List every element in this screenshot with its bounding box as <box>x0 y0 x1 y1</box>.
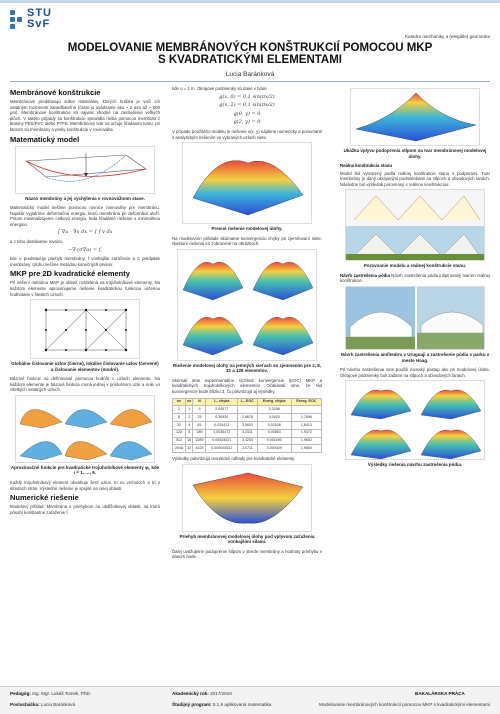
exact-solution-surface <box>182 142 312 224</box>
mesh-refinement-figure <box>177 249 317 361</box>
basis-function-surface <box>110 441 152 460</box>
poster-footer <box>0 686 500 714</box>
table-cell: 1,9800 <box>291 445 321 453</box>
paragraph: kde u = 1 m. Okrajové podmienky sú dané v tvare <box>172 86 267 91</box>
department-name: Katedra mechaniky a (elegible) geometrie <box>404 34 490 39</box>
year-label: Akademický rok: <box>172 691 209 696</box>
study-program: 5.1.9 aplikovaná matematika <box>212 702 272 707</box>
paragraph: Na modelovom príklade skúmame konvergenciu chyby pri zjemňovaní siete. Niektoré riešenia sú zobrazené na obrázkoch. <box>172 235 322 247</box>
table-cell: 32 <box>173 421 186 429</box>
student-label: Poslucháčka: <box>10 702 40 707</box>
table-row <box>173 406 322 414</box>
section-heading: Membránové konštrukcie <box>10 88 101 97</box>
equation-bc-3: g(0, y) = 0 <box>233 110 261 117</box>
author-name: Lucia Baránková <box>225 71 275 78</box>
table-cell: 81 <box>193 421 206 429</box>
table-row <box>173 437 322 445</box>
section-heading-inline: Návrh zastrešenia pódia <box>340 272 390 278</box>
table-cell: 0,0036473 <box>206 429 238 437</box>
table-cell: 2 <box>185 414 193 422</box>
table-cell: 0,000429 <box>257 445 291 453</box>
logo-text-svf: SvF <box>27 18 51 30</box>
paragraph: kde u predstavuje priehyb membrány, f vonkajšie zaťaženie a σ predpätie membrány. Úlohu riešime metódou konečných prvkov. <box>10 256 160 267</box>
academic-year: 2017/2018 <box>210 691 232 696</box>
paragraph: Matematický model riešime pomocou rovnice rovnováhy pre membránu. Najskôr vyjadríme deformačnú energiu, ktorú membrána pri deformácii uloží. Potom minimalizujeme celkovú energiu, teda hľadáme riešenie s minimálnou energiou. <box>10 205 160 227</box>
table-cell: 32 <box>185 445 193 453</box>
table-header-cell: L₂ EOC <box>238 398 258 406</box>
basis-function-surface <box>20 441 62 460</box>
figure-caption: Porovnanie modelu a reálnej konštrukcie stanu. <box>363 263 467 269</box>
section-heading-inline: Reálna konštrukcia stanu <box>340 163 393 168</box>
figure-caption: Globálne číslovanie uzlov (čierne), lokálne číslovanie uzlov (červené) a číslovanie elementov (modré). <box>11 361 159 372</box>
basis-functions-figure <box>15 395 155 463</box>
table-cell: 4225 <box>193 445 206 453</box>
paragraph: Membránové predstavujú súbor materiálov, ktorých hrúbka je voči ich ostatným rozmerom zanedbateľná (často ju uvádzame ako ~ 2 mm až ~ 500 μm). Membránové konštrukcie sú najviac vhodné na zastrešenie veľkých plôch. V takéto prípady sa konštrukcie spravidla riešia pomocou membrán z tkaniny PES/PVC alebo PTFE. Membránový tvar sa určuje hľadaním tvaru, pri ktorom sú membrány a prvky konštrukcie v rovnováhe. <box>10 99 160 132</box>
table-cell <box>238 406 258 414</box>
pedagog-name: Ing. Mgr. Lukáš Tomek, PhD. <box>32 691 92 696</box>
paragraph: Výsledky potvrdzujú teoretické odhady pre kvadratické elementy. <box>172 456 296 462</box>
figure-caption: Riešenie modelovej úlohy na jemných sieťach so zjemnením pre 2, 8, 32 a 128 elementov. <box>173 362 321 374</box>
table-cell: 0,001690 <box>257 437 291 445</box>
section-heading: Matematický model <box>10 134 80 144</box>
paragraph: Pri návrhu zastrešenia sme použili rovnaký postup ako pri modelovej úlohe. Okrajové podmienky boli zadané na stĺpoch a obvodových lanách. <box>340 367 490 378</box>
table-cell: 16 <box>185 437 193 445</box>
table-row <box>173 414 322 422</box>
table-cell: 0,0920 <box>257 414 291 422</box>
equation: ∫ ∇u · ∇v dx = ∫ f v dx <box>57 229 113 236</box>
figure-caption: Priehyb membránovej modelovej úlohy pod vplyvom zaťaženia vonkajšími silami. <box>179 533 315 545</box>
table-cell: 25 <box>193 414 206 422</box>
logo-dots-icon <box>10 10 24 30</box>
paragraph: Bázové funkcie sú definované pomocou hodnôt v uzloch elementu. Na každom elemente je bázová funkcia rovná jednej v príslušnom uzle a nule vo všetkých ostatných uzloch. <box>10 376 160 393</box>
paragraph: Ďalej uvažujeme podoprenie stĺpom v strede membrány a hodnoty priehybu v danom bode. <box>172 548 322 560</box>
paragraph: a z toho dostávame rovnicu <box>10 239 63 245</box>
table-cell: 4 <box>185 421 193 429</box>
column-middle <box>172 86 322 562</box>
table-header-row <box>173 398 322 406</box>
paragraph: Návrh zastrešenia pódia inšpirovaný tvarom reálnej konštrukcie. <box>340 272 490 284</box>
basis-function-surface <box>65 441 107 460</box>
table-cell: 1,9372 <box>291 429 321 437</box>
tent-comparison-figure <box>345 189 485 261</box>
basis-function-surface <box>20 409 62 428</box>
student-name: Lucia Baránková <box>40 702 76 707</box>
column-support-figure <box>350 88 480 146</box>
table-cell: 1 <box>185 406 193 414</box>
pedagog-label: Pedagóg: <box>10 691 31 696</box>
paragraph: Pri riešení metódou MKP je oblasť rozdelená na trojuholníkové elementy. Na každom elemente aproximujeme riešenie kvadratickou funkciou určenou hodnotami v šiestich uzloch. <box>10 280 160 297</box>
program-label: Študijný program: <box>172 702 212 707</box>
table-cell: 3,0711 <box>238 445 258 453</box>
paragraph: V prípade použitého modelu je riešenie u(x, y) nájdené numericky a porovnané s analytickým riešením vo vybraných uzloch siete. <box>172 128 323 140</box>
mesh-numbering-figure <box>30 299 140 359</box>
table-header-cell: L₂ chyba <box>206 398 238 406</box>
convergence-table <box>172 398 322 453</box>
paragraph: Každý trojuholníkový element obsahuje šesť uzlov, tri vo vrcholoch a tri v stredoch strán. Výsledné riešenie je spojité na celej oblasti. <box>10 479 160 491</box>
table-cell: 8 <box>185 429 193 437</box>
table-cell: 0,02538 <box>257 421 291 429</box>
table-cell: 3,4253 <box>238 437 258 445</box>
table-cell: 289 <box>193 429 206 437</box>
table-cell: 0,3258 <box>257 406 291 414</box>
column-right <box>340 86 490 472</box>
thesis-title: Modelovanie membránových konštrukcií pomocou MKP s kvadratickými elementami <box>319 702 490 707</box>
equation-bc-4: g(2, y) = 0 <box>233 119 261 126</box>
table-header-cell: nx <box>185 398 193 406</box>
table-cell: 3,0603 <box>238 421 258 429</box>
table-cell <box>291 406 321 414</box>
table-cell: 2,04577 <box>206 406 238 414</box>
title-divider <box>10 81 490 82</box>
stage-roof-photos <box>345 286 485 350</box>
column-left <box>10 86 160 517</box>
figure-caption: Výsledky riešenia návrhu zastrešenia pódia. <box>367 462 463 468</box>
table-cell: 1,7656 <box>291 414 321 422</box>
figure-caption: Aproximačné funkcie pre kvadratické trojuholníkové elementy φᵢ, kde i = 1, …, 6. <box>10 464 160 476</box>
roof-design-results <box>345 380 485 460</box>
university-logo <box>10 8 70 34</box>
paragraph: Skúmali sme experimentálnu rýchlosť konvergencie (EOC) MKP a kvadratických trojuholníkových elementov. Očakávali sme, že rád konvergencie bude blízko 3, čo potvrdzujú aj výsledky. <box>172 377 322 395</box>
table-header-cell: Energ. EOC <box>291 398 321 406</box>
paragraph: Modelový príklad: Membrána s priehybom na obdĺžnikovej oblasti, na ktorú pôsobí konštantné zaťaženie f. <box>10 504 160 515</box>
table-cell: 3,2311 <box>238 429 258 437</box>
table-cell: 8 <box>173 414 186 422</box>
table-cell: 2 <box>173 406 186 414</box>
table-cell: 1089 <box>193 437 206 445</box>
logo-text-stu: STU <box>27 7 52 19</box>
section-heading: MKP pre 2D kvadratické elementy <box>10 269 130 279</box>
table-cell: 0,034413 <box>206 421 238 429</box>
figure-caption: Ukážka vplyvu podoprenia stĺpom na tvar membránovej modelovej úlohy. <box>343 148 487 159</box>
figure-caption: Návrh zastrešenia amfiteátru v Uruguaji a zastrešenie pódia v parku v meste Haag. <box>340 352 490 363</box>
table-cell: 128 <box>173 429 186 437</box>
table-row <box>173 421 322 429</box>
table-header-cell: Energ. chyba <box>257 398 291 406</box>
table-cell: 9 <box>193 406 206 414</box>
poster-title-line2: S KVADRATICKÝMI ELEMENTAMI <box>158 54 342 66</box>
table-cell: 0,000040531 <box>206 445 238 453</box>
equation-bc-1: g(x, 0) = 0,1 sin(πx/2) <box>219 93 275 100</box>
basis-function-surface <box>65 409 107 428</box>
section-heading: Numerické riešenie <box>10 493 79 503</box>
table-cell: 2048 <box>173 445 186 453</box>
thesis-type: BAKALÁRSKA PRÁCA <box>415 691 465 696</box>
table-row <box>173 445 322 453</box>
table-cell: 0,00034021 <box>206 437 238 445</box>
table-header-cell: N <box>193 398 206 406</box>
figure-caption: Presné riešenie modelovej úlohy. <box>211 226 283 232</box>
table-cell: 512 <box>173 437 186 445</box>
table-row <box>173 429 322 437</box>
membrane-figure <box>15 146 155 194</box>
paragraph: Model bol vytvorený podľa reálnej konštrukcie stanu s podperami. Tvar membrány je daný okrajovými podmienkami na stĺpoch a obvodových lanách. Následne bol výsledok porovnaný s reálnou konštrukciou. <box>340 170 490 187</box>
table-cell: 0,30530 <box>206 414 238 422</box>
table-cell: 1,8413 <box>291 421 321 429</box>
poster-title-line1: MODELOVANIE MEMBRÁNOVÝCH KONŠTRUKCIÍ POMOCOU MKP <box>67 42 433 54</box>
equation-bc-2: g(x, 2) = 0,1 sin(πx/2) <box>219 102 275 109</box>
table-cell: 2,8678 <box>238 414 258 422</box>
basis-function-surface <box>110 409 152 428</box>
figure-caption: Názov membrány a jej vychýlenia v rovnovážnom stave. <box>25 195 145 201</box>
table-cell: 0,00663 <box>257 429 291 437</box>
table-header-cell: ne <box>173 398 186 406</box>
equation: −∇·(σ∇u) = f, <box>68 246 102 253</box>
top-accent-bar <box>0 0 500 3</box>
table-cell: 1,9652 <box>291 437 321 445</box>
membrane-deflection-figure <box>182 464 312 532</box>
poster-title <box>0 42 500 66</box>
